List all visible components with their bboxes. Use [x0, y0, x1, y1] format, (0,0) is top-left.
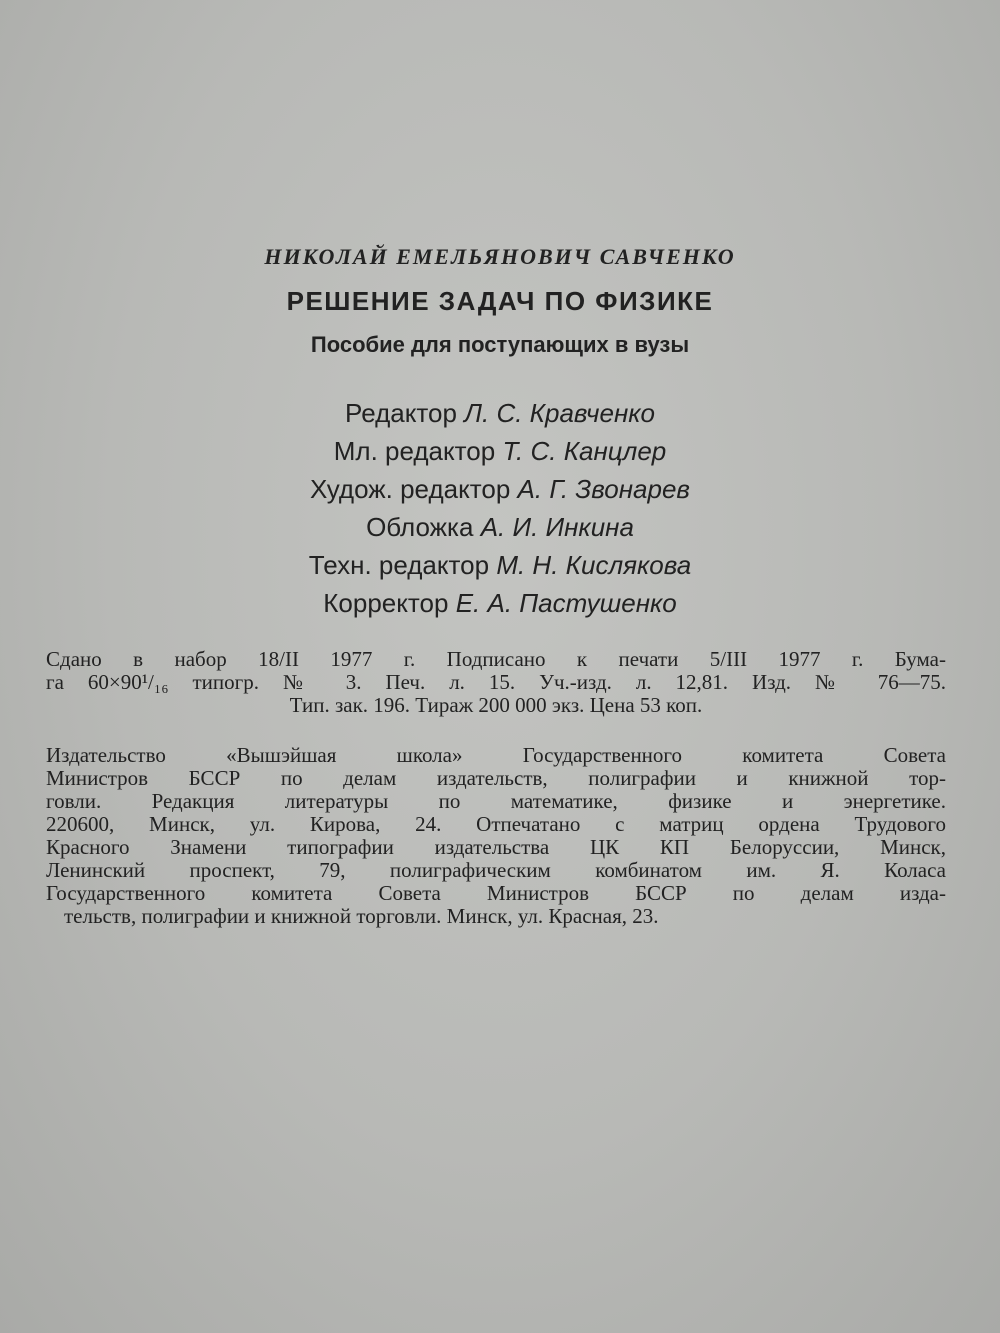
print-info-line: Тип. зак. 196. Тираж 200 000 экз. Цена 53 коп.	[289, 693, 703, 717]
publisher-line: говли. Редакция литературы по математике, физике и энергетике.	[46, 789, 946, 813]
publisher-line: Ленинский проспект, 79, полиграфическим комбинатом им. Я. Коласа	[46, 858, 946, 882]
credit-role: Мл. редактор	[333, 436, 496, 466]
credit-role: Корректор	[323, 588, 449, 618]
credit-cover	[0, 512, 1000, 543]
publisher-info	[46, 744, 946, 928]
publisher-line: Издательство «Вышэйшая школа» Государственного комитета Совета	[46, 743, 946, 767]
print-info-line: Сдано в набор 18/II 1977 г. Подписано к печати 5/III 1977 г. Бума-	[46, 647, 946, 671]
publisher-line: 220600, Минск, ул. Кирова, 24. Отпечатано с матриц ордена Трудового	[46, 812, 946, 836]
credit-name: А. И. Инкина	[480, 512, 634, 542]
credit-name: Т. С. Канцлер	[502, 436, 667, 466]
credit-name: М. Н. Кислякова	[496, 550, 692, 580]
credit-proofreader	[0, 588, 1000, 619]
publisher-line: тельств, полиграфии и книжной торговли. Минск, ул. Красная, 23.	[64, 904, 659, 928]
book-title: РЕШЕНИЕ ЗАДАЧ ПО ФИЗИКЕ	[286, 286, 714, 316]
credit-tech-editor	[0, 550, 1000, 581]
credit-role: Редактор	[345, 398, 457, 428]
publisher-line: Государственного комитета Совета Министров БССР по делам изда-	[46, 881, 946, 905]
publisher-line: Министров БССР по делам издательств, полиграфии и книжной тор-	[46, 766, 946, 790]
author-name: НИКОЛАЙ ЕМЕЛЬЯНОВИЧ САВЧЕНКО	[264, 244, 736, 269]
book-subtitle: Пособие для поступающих в вузы	[310, 332, 690, 357]
credit-art-editor	[0, 474, 1000, 505]
credit-role: Обложка	[366, 512, 474, 542]
credit-role: Техн. редактор	[308, 550, 490, 580]
credit-name: Л. С. Кравченко	[464, 398, 655, 428]
credit-editor	[0, 398, 1000, 429]
credit-name: А. Г. Звонарев	[517, 474, 690, 504]
print-info-line: га 60×90¹/₁₆ типогр. № 3. Печ. л. 15. Уч.-изд. л. 12,81. Изд. № 76—75.	[46, 670, 946, 694]
print-info	[46, 648, 946, 717]
credit-role: Худож. редактор	[310, 474, 511, 504]
credit-junior-editor	[0, 436, 1000, 467]
credit-name: Е. А. Пастушенко	[455, 588, 677, 618]
publisher-line: Красного Знамени типографии издательства ЦК КП Белоруссии, Минск,	[46, 835, 946, 859]
